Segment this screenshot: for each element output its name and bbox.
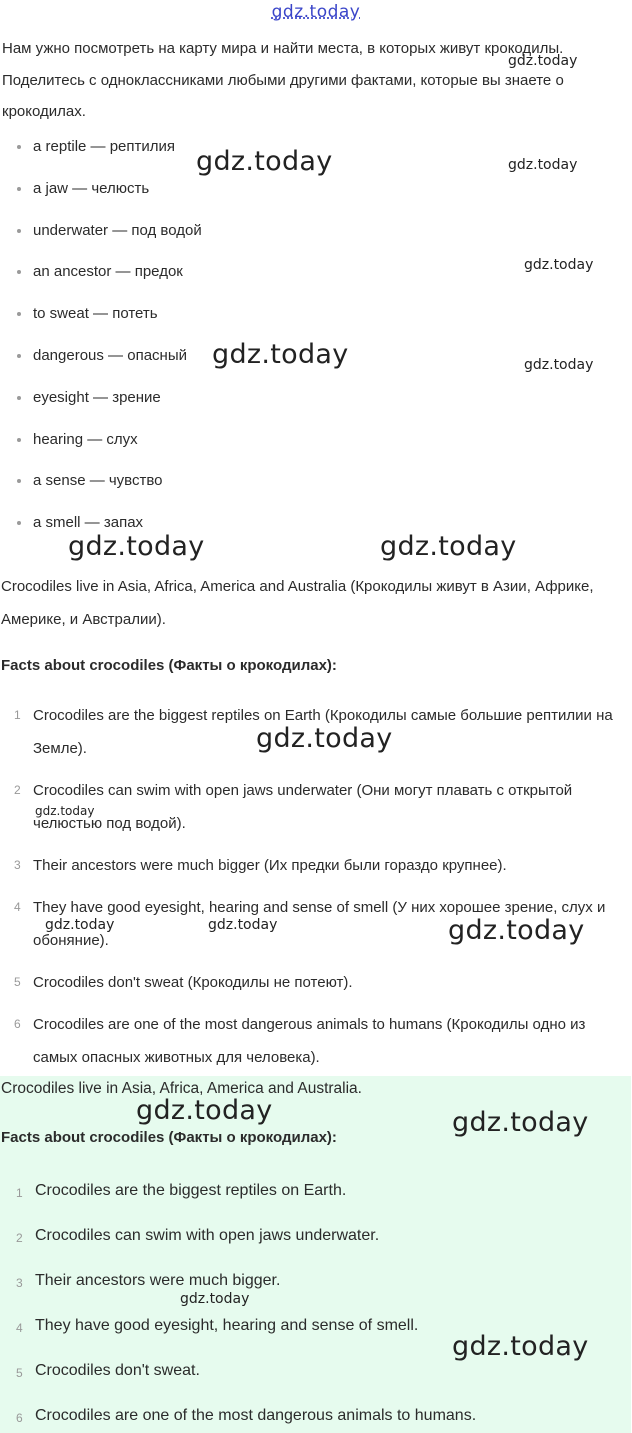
- answer-location: Crocodiles live in Asia, Africa, America and Australia.: [1, 1080, 362, 1097]
- fact-item: [0, 891, 630, 957]
- fact-text: They have good eyesight, hearing and sense of smell (У них хорошее зрение, слух и обоняние).: [33, 899, 606, 949]
- answer-fact-number: 4: [16, 1321, 23, 1335]
- answer-fact-text: Their ancestors were much bigger.: [35, 1272, 281, 1289]
- watermark: gdz.today: [136, 1095, 273, 1126]
- watermark: gdz.today: [508, 53, 578, 69]
- answer-fact-number: 6: [16, 1411, 23, 1425]
- vocab-item: eyesight — зрение: [0, 377, 202, 419]
- answer-fact-text: They have good eyesight, hearing and sense of smell.: [35, 1317, 419, 1334]
- answer-block: [0, 1076, 631, 1433]
- watermark: gdz.today: [508, 157, 578, 173]
- watermark: gdz.today: [448, 915, 585, 946]
- fact-text: Their ancestors were much bigger (Их предки были гораздо крупнее).: [33, 857, 507, 874]
- intro-text: Нам ужно посмотреть на карту мира и найти места, в которых живут крокодилы. Поделитесь с одноклассниками любыми другими фактами, которые вы знаете о крокодилах.: [2, 40, 564, 120]
- fact-number: 2: [14, 783, 21, 797]
- fact-number: 4: [14, 900, 21, 914]
- answer-fact-text: Crocodiles don't sweat.: [35, 1362, 200, 1379]
- fact-item: [0, 774, 630, 840]
- translation-location: Crocodiles live in Asia, Africa, America and Australia (Крокодилы живут в Азии, Африке, Америке, и Австралии).: [1, 578, 594, 628]
- answer-fact-number: 5: [16, 1366, 23, 1380]
- watermark: gdz.today: [452, 1107, 589, 1138]
- watermark: gdz.today: [212, 339, 349, 370]
- fact-item: [0, 1008, 630, 1074]
- site-logo[interactable]: gdz.today: [271, 2, 361, 22]
- watermark: gdz.today: [180, 1291, 250, 1307]
- fact-text: Crocodiles are the biggest reptiles on Earth (Крокодилы самые большие рептилии на Земле).: [33, 707, 613, 757]
- vocab-item: a jaw — челюсть: [0, 168, 202, 210]
- vocab-item: to sweat — потеть: [0, 293, 202, 335]
- vocab-item: a sense — чувство: [0, 460, 202, 502]
- watermark: gdz.today: [524, 257, 594, 273]
- answer-fact-text: Crocodiles are one of the most dangerous animals to humans.: [35, 1407, 477, 1424]
- fact-number: 3: [14, 858, 21, 872]
- vocab-item: a reptile — рептилия: [0, 126, 202, 168]
- fact-number: 5: [14, 975, 21, 989]
- answer-fact-number: 3: [16, 1276, 23, 1290]
- answer-fact-text: Crocodiles can swim with open jaws underwater.: [35, 1227, 380, 1244]
- watermark: gdz.today: [380, 531, 517, 562]
- translation-heading: Facts about crocodiles (Факты о крокодилах):: [1, 657, 337, 674]
- watermark: gdz.today: [452, 1331, 589, 1362]
- fact-item: [0, 966, 630, 999]
- vocab-item: hearing — слух: [0, 419, 202, 461]
- watermark: gdz.today: [68, 531, 205, 562]
- vocab-item: a smell — запах: [0, 502, 202, 544]
- vocabulary-list: [0, 126, 202, 544]
- vocab-item: underwater — под водой: [0, 210, 202, 252]
- answer-heading: Facts about crocodiles (Факты о крокодилах):: [1, 1129, 337, 1146]
- fact-text: Crocodiles don't sweat (Крокодилы не потеют).: [33, 974, 353, 991]
- watermark: gdz.today: [524, 357, 594, 373]
- fact-number: 1: [14, 708, 21, 722]
- answer-fact-text: Crocodiles are the biggest reptiles on Earth.: [35, 1182, 347, 1199]
- watermark: gdz.today: [35, 804, 95, 818]
- fact-item: [0, 699, 630, 765]
- answer-fact-number: 2: [16, 1231, 23, 1245]
- vocab-item: an ancestor — предок: [0, 251, 202, 293]
- fact-number: 6: [14, 1017, 21, 1031]
- watermark: gdz.today: [256, 723, 393, 754]
- fact-item: [0, 849, 630, 882]
- watermark: gdz.today: [208, 917, 278, 933]
- fact-text: Crocodiles can swim with open jaws underwater (Они могут плавать с открытой челюстью под водой).: [33, 782, 573, 832]
- vocab-item: dangerous — опасный: [0, 335, 202, 377]
- watermark: gdz.today: [45, 917, 115, 933]
- watermark: gdz.today: [196, 146, 333, 177]
- answer-fact-number: 1: [16, 1186, 23, 1200]
- fact-text: Crocodiles are one of the most dangerous animals to humans (Крокодилы одно из самых опасных животных для человека).: [33, 1016, 586, 1066]
